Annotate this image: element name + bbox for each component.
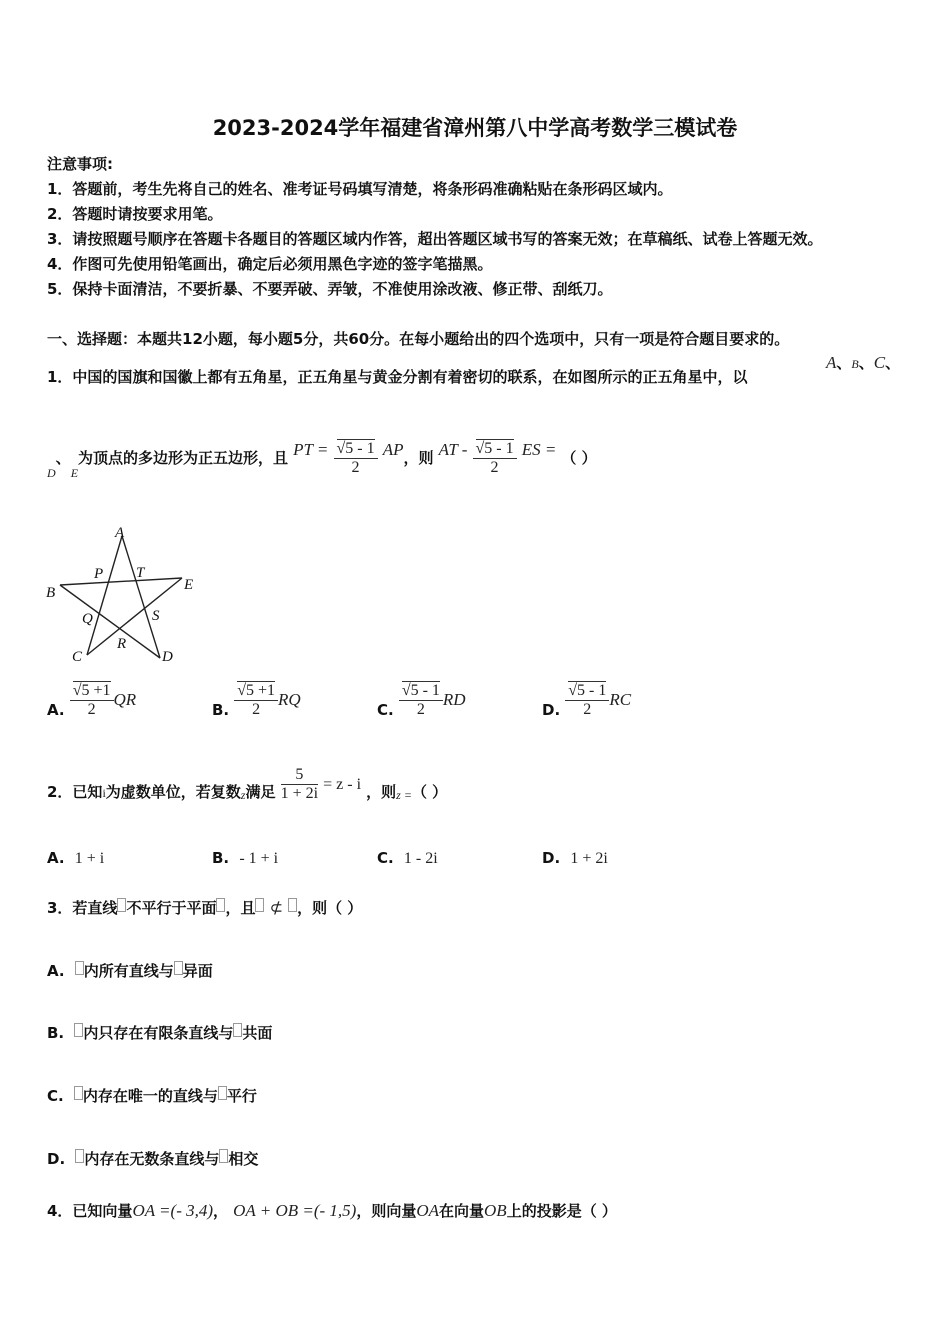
fig-label-B: B [46,585,56,601]
q3-text: 3．若直线 不平行于平面 ，且 ⊄ ，则（ ） [47,899,363,917]
q2-option-c[interactable]: C. 1 - 2i [377,849,438,867]
missing-symbol-icon [288,898,297,912]
pentagram-figure [40,520,210,670]
q2-option-b[interactable]: B. - 1 + i [212,849,279,867]
section-heading: 一、选择题：本题共12小题，每小题5分，共60分。在每小题给出的四个选项中，只有一项是符合题目要求的。 [47,330,790,348]
q3-option-d[interactable]: D. 内存在无数条直线与 相交 [47,1150,259,1168]
missing-symbol-icon [74,1086,83,1100]
q3-option-c[interactable]: C. 内存在唯一的直线与 平行 [47,1087,257,1105]
missing-symbol-icon [174,961,183,975]
missing-symbol-icon [219,1149,228,1163]
q3-option-b[interactable]: B. 内只存在有限条直线与 共面 [47,1024,273,1042]
fig-label-D: D [162,649,173,665]
fig-label-C: C [72,649,83,665]
q1-text-line1: 1．中国的国旗和国徽上都有五角星，正五角星与黄金分割有着密切的联系，在如图所示的正五角星中，以 [47,368,748,386]
q1-option-d[interactable]: D. $\frac{√5 - 1}{2}$ RC [542,682,632,719]
q4-text: 4．已知向量OA =(- 3,4)， OA + OB =(- 1,5)，则向量OA在向量OB上的投影是（ ） [47,1201,617,1220]
page-title: 2023-2024学年福建省漳州第八中学高考数学三模试卷 [212,116,738,140]
q1-option-c[interactable]: C. $\frac{√5 - 1}{2}$ RD [377,682,466,719]
fig-label-A: A [115,525,125,541]
notice-item: 2．答题时请按要求用笔。 [47,205,223,223]
q2-option-a[interactable]: A. 1 + i [47,849,105,867]
notice-item: 3．请按照题号顺序在答题卡各题目的答题区域内作答，超出答题区域书写的答案无效；在草稿纸、试卷上答题无效。 [47,230,823,248]
missing-symbol-icon [255,898,264,912]
q3-option-a[interactable]: A. 内所有直线与 异面 [47,962,213,980]
fig-label-T: T [136,565,145,581]
q2-text: 2．已知$_i$为虚数单位，若复数$_z$满足 $\frac{5}{1 + 2i}$ = z - i ，则$_{z =}$（ ） [47,766,448,802]
notice-heading: 注意事项: [47,155,113,173]
notice-item: 5．保持卡面清洁，不要折暴、不要弄破、弄皱，不准使用涂改液、修正带、刮纸刀。 [47,280,613,298]
missing-symbol-icon [75,1149,84,1163]
fig-label-E: E [184,577,194,593]
notice-item: 4．作图可先使用铅笔画出，确定后必须用黑色字迹的签字笔描黑。 [47,255,493,273]
q2-option-d[interactable]: D. 1 + 2i [542,849,608,867]
notice-item: 1．答题前，考生先将自己的姓名、准考证号码填写清楚，将条形码准确粘贴在条形码区域内。 [47,180,673,198]
q1-option-a[interactable]: A. $\frac{√5 +1}{2}$ QR [47,682,137,719]
fig-label-S: S [152,608,160,624]
missing-symbol-icon [74,1023,83,1037]
q1-points-row1: A、B、C、 [826,353,901,372]
q1-option-b[interactable]: B. $\frac{√5 +1}{2}$ RQ [212,682,301,719]
missing-symbol-icon [75,961,84,975]
missing-symbol-icon [233,1023,242,1037]
q1-line2: $_D$、$_E$为顶点的多边形为正五边形，且 PT = $\frac{√5 - 1}{2}$ AP，则 AT - $\frac{√5 - 1}{2}$ ES = （ ） [47,440,597,480]
fig-label-Q: Q [82,611,93,627]
fig-label-P: P [94,566,104,582]
fig-label-R: R [117,636,127,652]
missing-symbol-icon [218,1086,227,1100]
